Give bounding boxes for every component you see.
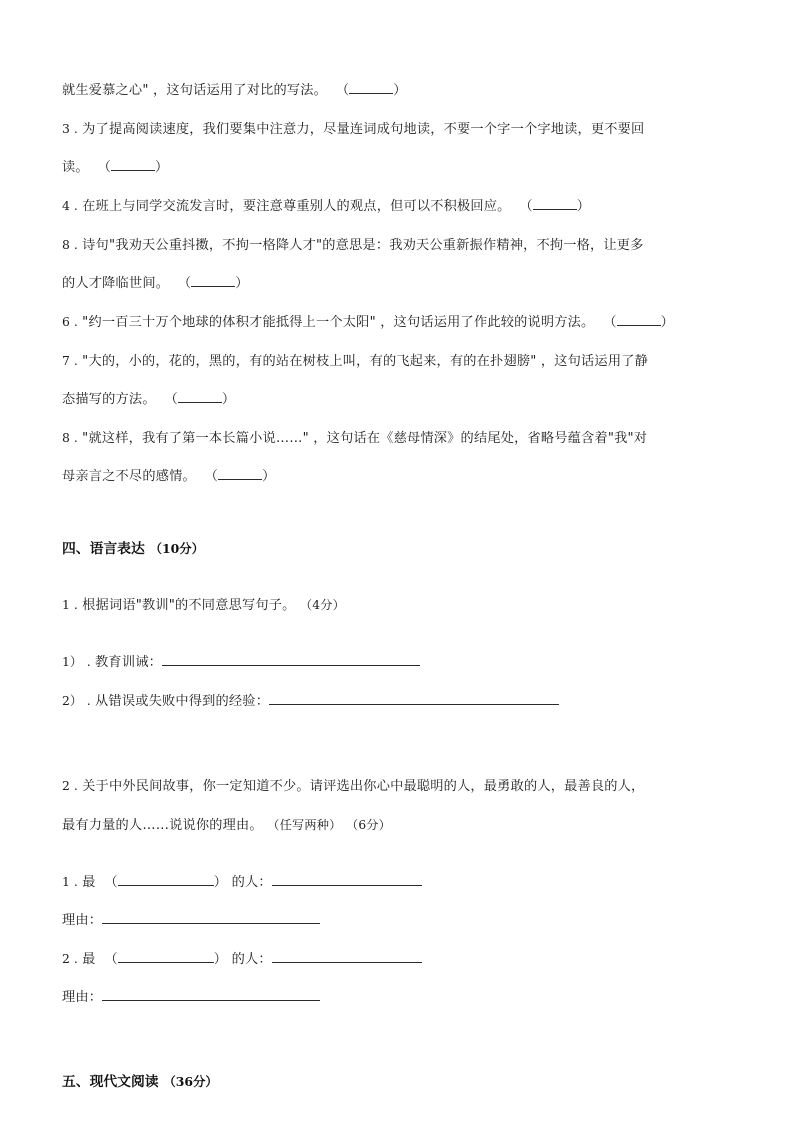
section-four-title: 四、语言表达	[62, 541, 145, 557]
q2-answer-trait-blank[interactable]: （ ）	[104, 952, 228, 967]
q2-text-line2: 最有力量的人……说说你的理由。	[62, 818, 263, 833]
q2-answer-suffix: 的人：	[231, 875, 272, 890]
q1-score: （4分）	[299, 598, 346, 612]
q1-subitem-dot: .	[86, 693, 91, 708]
answer-paren-blank[interactable]: （ ）	[173, 276, 249, 291]
heading-gap	[62, 568, 712, 586]
q1-q2-gap	[62, 721, 712, 767]
q2-reason-label: 理由：	[62, 913, 103, 928]
q2-answer-row	[62, 863, 712, 902]
q2-reason-row	[62, 979, 712, 1017]
true-false-item	[62, 187, 712, 226]
section-five-title: 五、现代文阅读	[62, 1074, 159, 1090]
q1-subitem-dot: .	[86, 654, 91, 669]
q1-subitem	[62, 682, 712, 721]
section-four-q2-continuation	[62, 806, 712, 845]
answer-paren-blank[interactable]: （ ）	[331, 83, 407, 98]
q1-subitem-label: 2）	[62, 693, 83, 708]
q1-subitem-answer-blank[interactable]	[162, 654, 420, 666]
item-number: 6 .	[62, 314, 78, 329]
q2-answer-name-blank[interactable]	[272, 874, 422, 886]
q2-answer-number: 1 .	[62, 874, 78, 889]
q2-reason-row	[62, 902, 712, 940]
page-content	[62, 72, 712, 1101]
true-false-item	[62, 110, 712, 149]
item-text-cont: 读。	[62, 160, 89, 175]
section-five-score: （36分）	[163, 1074, 218, 1089]
item-text-cont: 母亲言之不尽的感情。	[62, 469, 196, 484]
q1-subitem-label: 1）	[62, 654, 83, 669]
true-false-item	[62, 303, 712, 342]
section-four-q2	[62, 767, 712, 806]
q2-note: （任写两种）	[267, 818, 342, 832]
q1-number: 1 .	[62, 597, 78, 612]
item-text: 为了提高阅读速度，我们要集中注意力，尽量连词成句地读，不要一个字一个字地读，更不要回	[82, 122, 645, 137]
q2-reason-blank[interactable]	[102, 989, 320, 1001]
section-five-gap	[62, 1017, 712, 1063]
item-text-cont: 的人才降临世间。	[62, 276, 170, 291]
item-text: "大的，小的，花的，黑的，有的站在树枝上叫，有的飞起来，有的在扑翅膀" ，这句话运用了静	[82, 354, 648, 369]
q1-subitem-text: 教育训诫：	[95, 655, 162, 670]
answer-paren-blank[interactable]: （ ）	[200, 469, 276, 484]
q2-gap	[62, 845, 712, 863]
q1-subitem-text: 从错误或失败中得到的经验：	[95, 694, 270, 709]
answer-paren-blank[interactable]: （ ）	[598, 315, 675, 330]
q1-subitem	[62, 643, 712, 682]
q2-reason-label: 理由：	[62, 990, 103, 1005]
q2-answer-name-blank[interactable]	[272, 951, 422, 963]
item-number: 7 .	[62, 353, 78, 368]
q2-text-line1: 关于中外民间故事，你一定知道不少。请评选出你心中最聪明的人，最勇敢的人，最善良的人，	[82, 779, 645, 794]
item-text: "约一百三十万个地球的体积才能抵得上一个太阳" ，这句话运用了作此较的说明方法。	[82, 315, 595, 330]
carryover-text: 就生爱慕之心" ，这句话运用了对比的写法。	[62, 83, 328, 98]
section-four-score: （10分）	[149, 541, 205, 556]
true-false-item	[62, 226, 712, 265]
answer-paren-blank[interactable]: （ ）	[93, 160, 169, 175]
item-text: "就这样，我有了第一本长篇小说……" ，这句话在《慈母情深》的结尾处，省略号蕴含着"我"对	[82, 431, 648, 446]
q2-answer-number: 2 .	[62, 951, 78, 966]
q2-score: （6分）	[345, 818, 392, 832]
item-number: 8 .	[62, 430, 78, 445]
q1-prompt: 根据词语"教训"的不同意思写句子。	[82, 598, 296, 613]
true-false-item	[62, 342, 712, 381]
section-heading-five	[62, 1063, 712, 1101]
item-number: 4 .	[62, 198, 78, 213]
carryover-line	[62, 72, 712, 110]
section-gap	[62, 496, 712, 530]
true-false-item-continuation	[62, 381, 712, 419]
section-four-q1	[62, 586, 712, 625]
item-text: 在班上与同学交流发言时，要注意尊重别人的观点，但可以不积极回应。	[82, 199, 511, 214]
q2-answer-row	[62, 940, 712, 979]
answer-paren-blank[interactable]: （ ）	[160, 392, 236, 407]
item-text-cont: 态描写的方法。	[62, 392, 156, 407]
section-heading-four	[62, 530, 712, 568]
true-false-item-continuation	[62, 149, 712, 187]
answer-paren-blank[interactable]: （ ）	[514, 199, 591, 214]
q2-answer-suffix: 的人：	[231, 952, 272, 967]
q2-answer-prefix: 最	[82, 952, 96, 967]
q1-gap	[62, 625, 712, 643]
item-number: 8 .	[62, 237, 78, 252]
item-text: 诗句"我劝天公重抖擞，不拘一格降人才"的意思是：我劝天公重新振作精神，不拘一格，让更多	[82, 238, 644, 253]
q2-answer-trait-blank[interactable]: （ ）	[104, 875, 228, 890]
true-false-item	[62, 419, 712, 458]
q2-number: 2 .	[62, 778, 78, 793]
item-number: 3 .	[62, 121, 78, 136]
true-false-item-continuation	[62, 458, 712, 496]
q2-answer-prefix: 最	[82, 875, 96, 890]
q2-reason-blank[interactable]	[102, 912, 320, 924]
q1-subitem-answer-blank[interactable]	[269, 693, 559, 705]
true-false-item-continuation	[62, 265, 712, 303]
